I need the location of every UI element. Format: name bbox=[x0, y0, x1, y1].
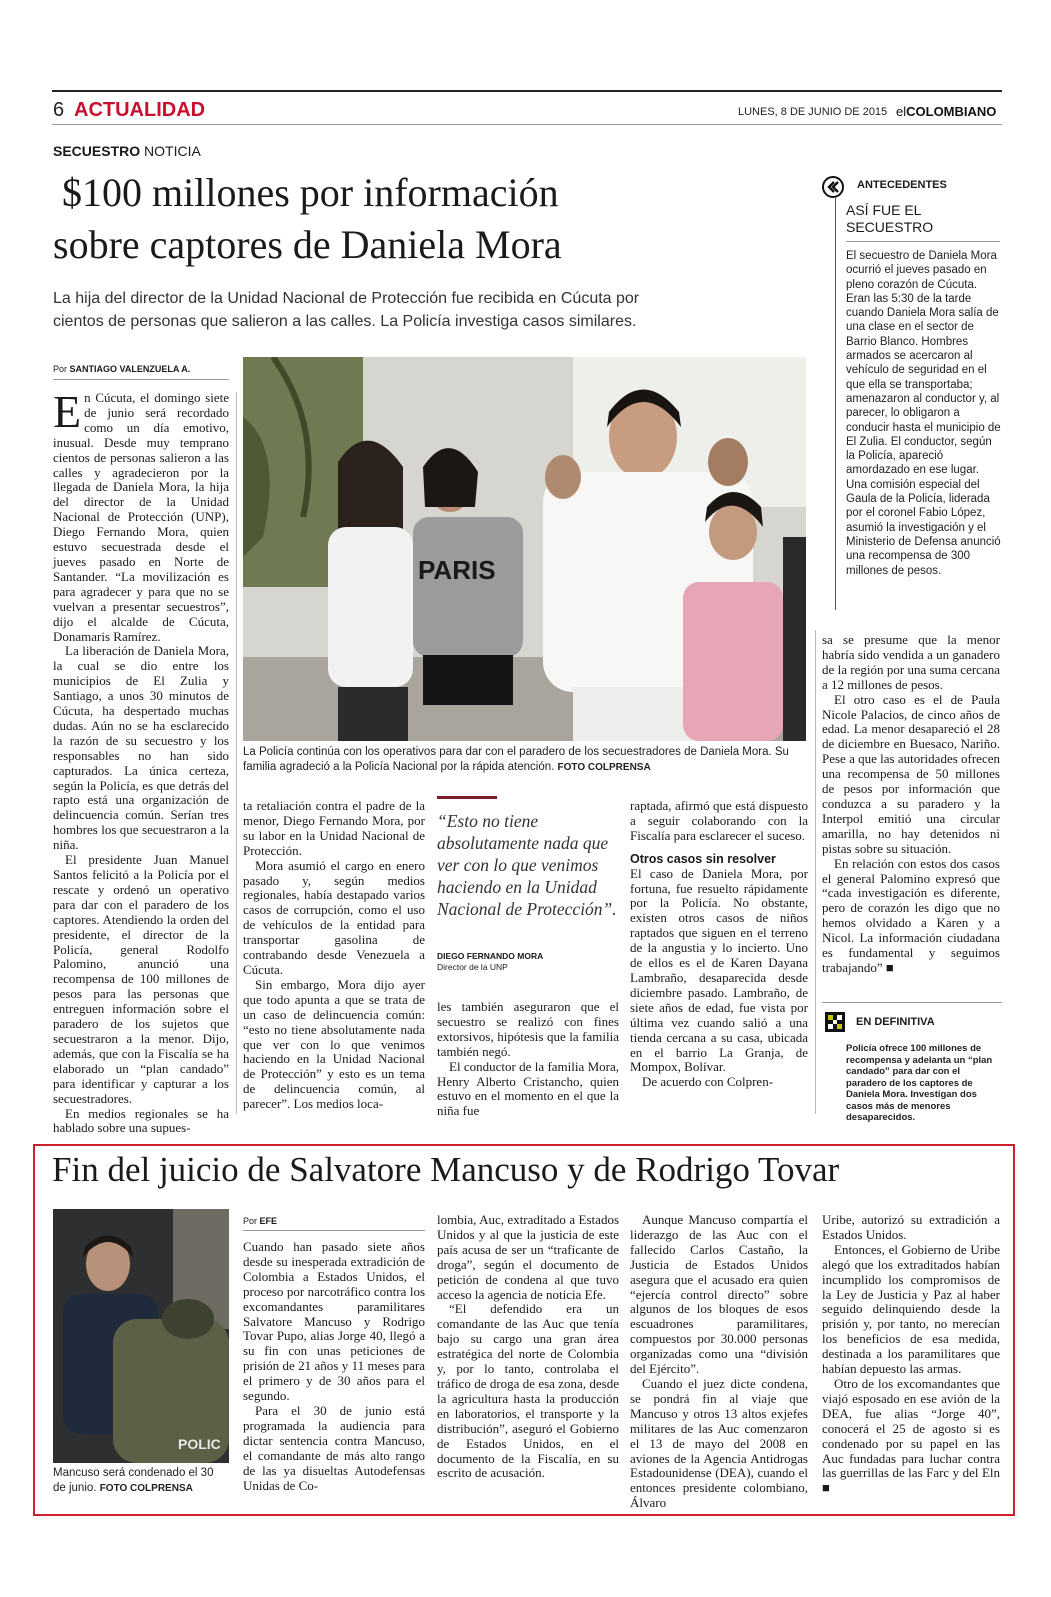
article1-col1-p3: El presidente Juan Manuel Santos felicitó a la Policía por el rescate y ordenó un operativo para dar con el paradero de los captores. Atendiendo la orden del presidente, el director de la Policía, general Rodolfo Palomino, anunció una recompensa de 100 millones de pesos para las personas que entreguen información sobre el paradero de los sujetos que secuestraron a la menor. Dijo, además, que con la Fiscalía se ha elaborado un “plan candado” para identificar y capturar a los secuestradores. bbox=[53, 852, 229, 1106]
article2-byline-prefix: Por bbox=[243, 1216, 258, 1226]
article2-col3-p2: Cuando el juez dicte condena, se pondrá fin al viaje que Mancuso y otros 13 altos exjefes militares de las Auc comenzaron el 13 de mayo del 2008 en aviones de la Agencia Antidrogas Estadounidense (DEA), cuando el entonces presidente colombiano, Álvaro bbox=[630, 1375, 808, 1511]
shirt-text: PARIS bbox=[418, 555, 496, 585]
article1-col5-p2: El otro caso es el de Paula Nicole Palacios, de cinco años de edad. La menor desapareció el 28 de diciembre en Buesaco, Nariño. Pese a que las autoridades ofrecen una recompensa de 50 millones de pesos por información que conduzca a su paradero y la Interpol emitió una circular amarilla, no hay detenidos ni pistas sobre su situación. bbox=[822, 691, 1000, 856]
quote-author: DIEGO FERNANDO MORA bbox=[437, 951, 544, 961]
mancuso-photo-illustration bbox=[53, 1209, 229, 1463]
kicker-light: NOTICIA bbox=[144, 143, 201, 159]
article2-col4-p3: Otro de los excomandantes que viajó esposado en ese avión de la DEA, fue alias “Jorge 40”, conocerá el 25 de agosto si es condenado por su papel en las Auc fundadas para luchar contra las guerrillas de las Farc y del Eln ■ bbox=[822, 1375, 1000, 1496]
kicker bbox=[53, 143, 201, 159]
brand-prefix: el bbox=[896, 104, 907, 119]
article2-col1-p2: Para el 30 de junio está programada la audiencia para dictar sentencia contra Mancuso, el comandante de más alto rango de las ya disueltas Autodefensas Unidas de Co- bbox=[243, 1402, 425, 1493]
article1-col2-p3: Sin embargo, Mora dijo ayer que todo apunta a que se trata de un caso de delincuencia común: “esto no tiene absolutamente nada que ver con lo que venimos haciendo en la Unidad Nacional de Protección” y esto es un tema de delincuencia común, al parecer”. Los medios loca- bbox=[243, 976, 425, 1112]
article1-col5-p1: sa se presume que la menor habría sido vendida a un ganadero de la región por una suma cercana a 12 millones de pesos. bbox=[822, 632, 1000, 692]
byline-rule bbox=[53, 379, 229, 380]
page-number: 6 bbox=[53, 99, 65, 121]
article1-col4-p1: raptada, afirmó que está dispuesto a seguir colaborando con la Fiscalía para esclarecer el suceso. bbox=[630, 798, 808, 843]
antecedentes-divider bbox=[846, 241, 1000, 242]
puzzle-icon bbox=[824, 1011, 846, 1033]
antecedentes-label: ANTECEDENTES bbox=[857, 179, 947, 191]
article1-column-4 bbox=[630, 799, 808, 1090]
article2-col2-p1: lombia, Auc, extraditado a Estados Unidos y al que la justicia de este país acusa de ser un “traficante de droga”, según el documento de petición de condena al que tuvo acceso la agencia de noticia Efe. bbox=[437, 1212, 619, 1302]
quote-role: Director de la UNP bbox=[437, 962, 508, 972]
article2-byline-name: EFE bbox=[259, 1216, 278, 1226]
article1-col2-p2: Mora asumió el cargo en enero pasado y, según medios regionales, había destapado varios casos de corrupción, como el uso de vehículos de la entidad para transportar gasolina de contrabando desde Venezuela a Cúcuta. bbox=[243, 857, 425, 977]
lead-line-1: La hija del director de la Unidad Nacional de Protección fue recibida en Cúcuta por bbox=[53, 290, 640, 307]
main-photo bbox=[243, 357, 806, 741]
article1-col1-p2: La liberación de Daniela Mora, la cual se dio entre los municipios de El Zulia y Santiago, a unos 30 minutos de Cúcuta, ha despertado muchas dudas. Aún no se ha esclarecido la razón de su secuestro y los responsables no han sido capturados. La única certeza, según la Policía, es que detrás del rapto está una organización de delincuencia común. Serían tres hombres los que secuestraron a la niña. bbox=[53, 643, 229, 853]
header-bottom-rule bbox=[52, 124, 1002, 125]
article1-col1-p1: En Cúcuta, el domingo siete de junio será recordado como un día emotivo, inusual. Desde muy temprano cientos de personas salieron a las calles y agradecieron por la llegada de Daniela Mora, la hija del director de la Unidad Nacional de Protección (UNP), Diego Fernando Mora, quien estuvo secuestrada desde el jueves pasado en Norte de Santander. “La movilización es para agradecer y para que no se vuelvan a presentar secuestros”, dijo el alcalde de Cúcuta, Donamaris Ramírez. bbox=[53, 386, 229, 644]
kicker-bold: SECUESTRO bbox=[53, 143, 141, 159]
antecedentes-title-line-2: SECUESTRO bbox=[846, 219, 934, 235]
article2-caption-text: Mancuso será condenado el 30 de junio. bbox=[53, 1467, 214, 1494]
rewind-icon bbox=[822, 176, 844, 198]
pull-quote: “Esto no tiene absolutamente nada que ver con lo que venimos haciendo en la Unidad Nacional de Protección”. bbox=[437, 811, 617, 919]
article1-col3-p1: les también aseguraron que el secuestro se realizó con fines extorsivos, hipótesis que la familia también negó. bbox=[437, 999, 619, 1059]
article1-col5-p3: En relación con estos dos casos el general Palomino expresó que “cada investigación es diferente, pero de corazón les digo que no hemos olvidado a Karen y a Nicol. La información ciudadana es fundamental y seguimos trabajando” ■ bbox=[822, 855, 1000, 975]
dropcap: E bbox=[53, 386, 82, 437]
antecedentes-title-line-1: ASÍ FUE EL bbox=[846, 202, 922, 218]
headline-line-1: $100 millones por información bbox=[62, 170, 559, 215]
article1-column-1 bbox=[53, 386, 229, 1136]
article2-column-4 bbox=[822, 1213, 1000, 1496]
article1-column-5 bbox=[822, 633, 1000, 976]
section-label: ACTUALIDAD bbox=[74, 99, 206, 121]
article1-col4-p3: De acuerdo con Colpren- bbox=[642, 1074, 774, 1090]
article1-column-2 bbox=[243, 799, 425, 1112]
vest-text: POLIC bbox=[178, 1436, 221, 1452]
article2-headline: Fin del juicio de Salvatore Mancuso y de Rodrigo Tovar bbox=[52, 1150, 840, 1189]
byline bbox=[53, 364, 190, 374]
article1-col1-p4: En medios regionales se ha hablado sobre una supues- bbox=[53, 1105, 229, 1136]
article2-column-2 bbox=[437, 1213, 619, 1481]
article2-col2-p2: “El defendido era un comandante de las Auc que tenía bajo su cargo una gran área estratégica del norte de Colombia y, por lo tanto, controlaba el tráfico de droga de esa zona, desde la agricultura hasta la producción en laboratorios, el transporte y la distribución”, aseguró el Gobierno de Estados Unidos, en el documento de la Fiscalía, en su escrito de acusación. bbox=[437, 1301, 619, 1481]
article2-column-3 bbox=[630, 1213, 808, 1511]
photo-caption bbox=[243, 745, 803, 775]
photo-credit: FOTO COLPRENSA bbox=[557, 762, 651, 773]
article1-col4-subhead: Otros casos sin resolver bbox=[630, 851, 776, 866]
byline-name: SANTIAGO VALENZUELA A. bbox=[69, 364, 191, 374]
quote-accent-rule bbox=[437, 796, 497, 799]
header-date: LUNES, 8 DE JUNIO DE 2015 bbox=[738, 106, 888, 118]
column-rule-4 bbox=[815, 630, 816, 1114]
article1-col2-p1: ta retaliación contra el padre de la menor, Diego Fernando Mora, por su labor en la Unidad Nacional de Protección. bbox=[243, 798, 425, 858]
article1-col4-p2: El caso de Daniela Mora, por fortuna, fue resuelto rápidamente por la Policía. No obstante, existen otros casos de niños raptados que siguen en el terreno de la angustia y lo incierto. Uno de ellos es el de Karen Dayana Lambraño, desaparecida desde diciembre pasado. Lambraño, de siete años de edad, fue vista por última vez cuando salió a una tienda cercana a su casa, ubicada en el barrio La Granja, de Mompox, Bolívar. bbox=[630, 865, 808, 1075]
antecedentes-rule bbox=[835, 198, 836, 610]
definitiva-top-rule bbox=[822, 1002, 1002, 1003]
article2-byline-rule bbox=[243, 1230, 425, 1231]
photo-caption-text: La Policía continúa con los operativos para dar con el paradero de los secuestradores de Daniela Mora. Su familia agradeció a la Policía Nacional por la rápida atención. bbox=[243, 746, 789, 773]
article2-col4-p2: Entonces, el Gobierno de Uribe alegó que los extraditados habían incumplido los compromisos de la Ley de Justicia y Paz al haber seguido delinquiendo desde la prisión y, por tanto, no merecían los beneficios de esa medida, destinada a los paramilitares que habían depuesto las armas. bbox=[822, 1241, 1000, 1377]
antecedentes-box bbox=[822, 174, 1002, 612]
antecedentes-text: El secuestro de Daniela Mora ocurrió el jueves pasado en pleno corazón de Cúcuta. Eran las 5:30 de la tarde cuando Daniela Mora salía de una clase en el sector de Barrio Blanco. Hombres armados se acercaron al vehículo de seguridad en el que ella se transportaba; amenazaron al conductor y, al parecer, lo obligaron a conducir hasta el municipio de El Zulia. El conductor, según la Policía, apareció amordazado en ese lugar. Una comisión especial del Gaula de la Policía, liderada por el coronel Fabio López, asumió la investigación y el Ministerio de Defensa anunció una recompensa de 300 millones de pesos. bbox=[846, 250, 1001, 577]
definitiva-text: Policía ofrece 100 millones de recompensa y adelanta un “plan candado” para dar con el paradero de los captores de Daniela Mora. Investigan dos casos más de menores desaparecidos. bbox=[846, 1043, 993, 1123]
column-rule-1 bbox=[236, 392, 237, 1114]
article2-column-1 bbox=[243, 1240, 425, 1493]
article2-photo bbox=[53, 1209, 229, 1463]
article2-col1-p1: Cuando han pasado siete años desde su inesperada extradición de Colombia a Estados Unidos, el proceso por narcotráfico contra los excomandantes paramilitares Salvatore Mancuso y Rodrigo Tovar Pupo, alias Jorge 40, llegó a su fin con unas peticiones de prisión de 21 años y 11 meses para el primero y de 30 años para el segundo. bbox=[243, 1239, 425, 1404]
header-top-rule bbox=[52, 90, 1002, 92]
definitiva-label: EN DEFINITIVA bbox=[856, 1016, 935, 1028]
brand-name: COLOMBIANO bbox=[906, 104, 997, 119]
article2-col4-p1: Uribe, autorizó su extradición a Estados Unidos. bbox=[822, 1212, 1000, 1242]
article2-photo-credit: FOTO COLPRENSA bbox=[99, 1482, 193, 1494]
article1-col3-p2: El conductor de la familia Mora, Henry Alberto Cristancho, quien estuvo en el momento en el que la niña fue bbox=[437, 1058, 619, 1119]
article2-photo-caption bbox=[53, 1466, 229, 1496]
headline-line-2: sobre captores de Daniela Mora bbox=[53, 222, 562, 267]
article1-column-3 bbox=[437, 1000, 619, 1119]
brand-logo bbox=[896, 104, 996, 119]
byline-prefix: Por bbox=[53, 364, 68, 374]
article2-byline bbox=[243, 1216, 277, 1226]
lead-line-2: cientos de personas que salieron a las calles. La Policía investiga casos similares. bbox=[53, 313, 637, 330]
article2-col3-p1: Aunque Mancuso compartía el liderazgo de las Auc con el fallecido Carlos Castaño, la Justicia de Estados Unidos asegura que el acusado era quien “ejercía control directo” sobre algunos de los bloques de esos escuadrones paramilitares, compuestos por 30.000 personas organizadas como una “división del Ejército”. bbox=[630, 1212, 808, 1377]
family-photo-illustration bbox=[243, 357, 806, 741]
